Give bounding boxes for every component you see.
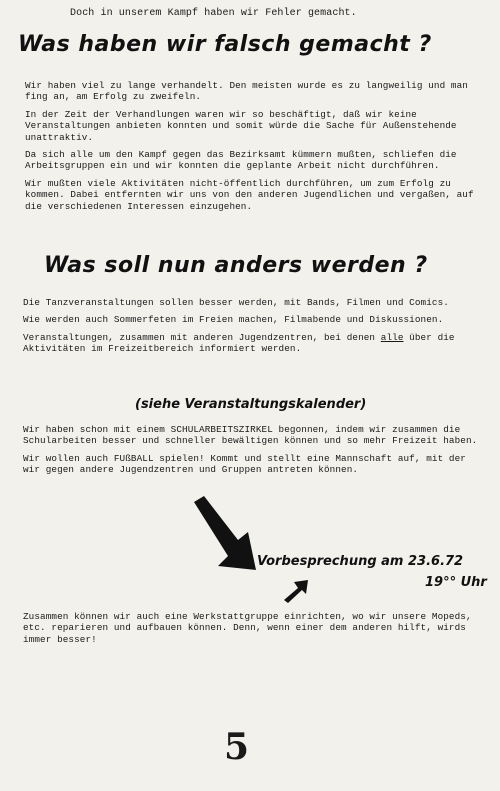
paragraph: Wir haben schon mit einem SCHULARBEITSZIRKEL begonnen, indem wir zusammen die Schularbeiten besser und schneller bewältigen können und so mehr Freizeit haben. <box>23 424 478 447</box>
section-activities <box>23 424 488 482</box>
paragraph: Wir mußten viele Aktivitäten nicht-öffentlich durchführen, um zum Erfolg zu kommen. Dabei entfernten wir uns von den anderen Jugendlichen und vergaßen, auf die verschiedenen Interessen einzugehen. <box>25 177 474 212</box>
section-changes <box>23 297 488 361</box>
page-number: 5 <box>224 726 250 768</box>
text-span: über die Aktivitäten im Freizeitbereich informiert werden. <box>23 331 455 355</box>
paragraph: Wir haben viel zu lange verhandelt. Den meisten wurde es zu langweilig und man fing an, am Erfolg zu zweifeln. <box>25 80 468 103</box>
paragraph: Zusammen können wir auch eine Werkstattgruppe einrichten, wo wir unsere Mopeds, etc. reparieren und aufbauen können. Denn, wenn einer dem anderen hilft, wirds immer besser! <box>23 611 472 645</box>
paragraph: Da sich alle um den Kampf gegen das Bezirksamt kümmern mußten, schliefen die Arbeitsgruppen ein und wir konnten die geplante Arbeit nicht durchführen. <box>25 149 457 172</box>
arrow-down-right-icon <box>190 496 262 576</box>
intro-line: Doch in unserem Kampf haben wir Fehler gemacht. <box>70 8 357 19</box>
heading-changes: Was soll nun anders werden ? <box>44 253 428 278</box>
arrow-up-right-icon <box>282 578 310 604</box>
paragraph: In der Zeit der Verhandlungen waren wir so beschäftigt, daß wir keine Veranstaltungen anbieten konnten und somit würde die Sache für Außenstehende unattraktiv. <box>25 108 457 143</box>
paragraph: Wie werden auch Sommerfeten im Freien machen, Filmabende und Diskussionen. <box>23 314 444 326</box>
heading-mistakes: Was haben wir falsch gemacht ? <box>18 32 432 57</box>
meeting-time: 19°° Uhr <box>425 575 487 590</box>
section-workshop <box>23 611 488 645</box>
paragraph: Die Tanzveranstaltungen sollen besser werden, mit Bands, Filmen und Comics. <box>23 297 449 308</box>
section-mistakes <box>25 80 485 218</box>
underlined-word: alle <box>380 331 404 343</box>
calendar-hint: (siehe Veranstaltungskalender) <box>135 397 367 412</box>
text-span: Veranstaltungen, zusammen mit anderen Jugendzentren, bei denen <box>23 331 381 343</box>
paragraph: Wir wollen auch FUßBALL spielen! Kommt und stellt eine Mannschaft auf, mit der wir gegen andere Jugendzentren und Gruppen antreten können. <box>23 452 466 476</box>
paragraph <box>23 332 488 355</box>
meeting-date: Vorbesprechung am 23.6.72 <box>257 554 464 569</box>
